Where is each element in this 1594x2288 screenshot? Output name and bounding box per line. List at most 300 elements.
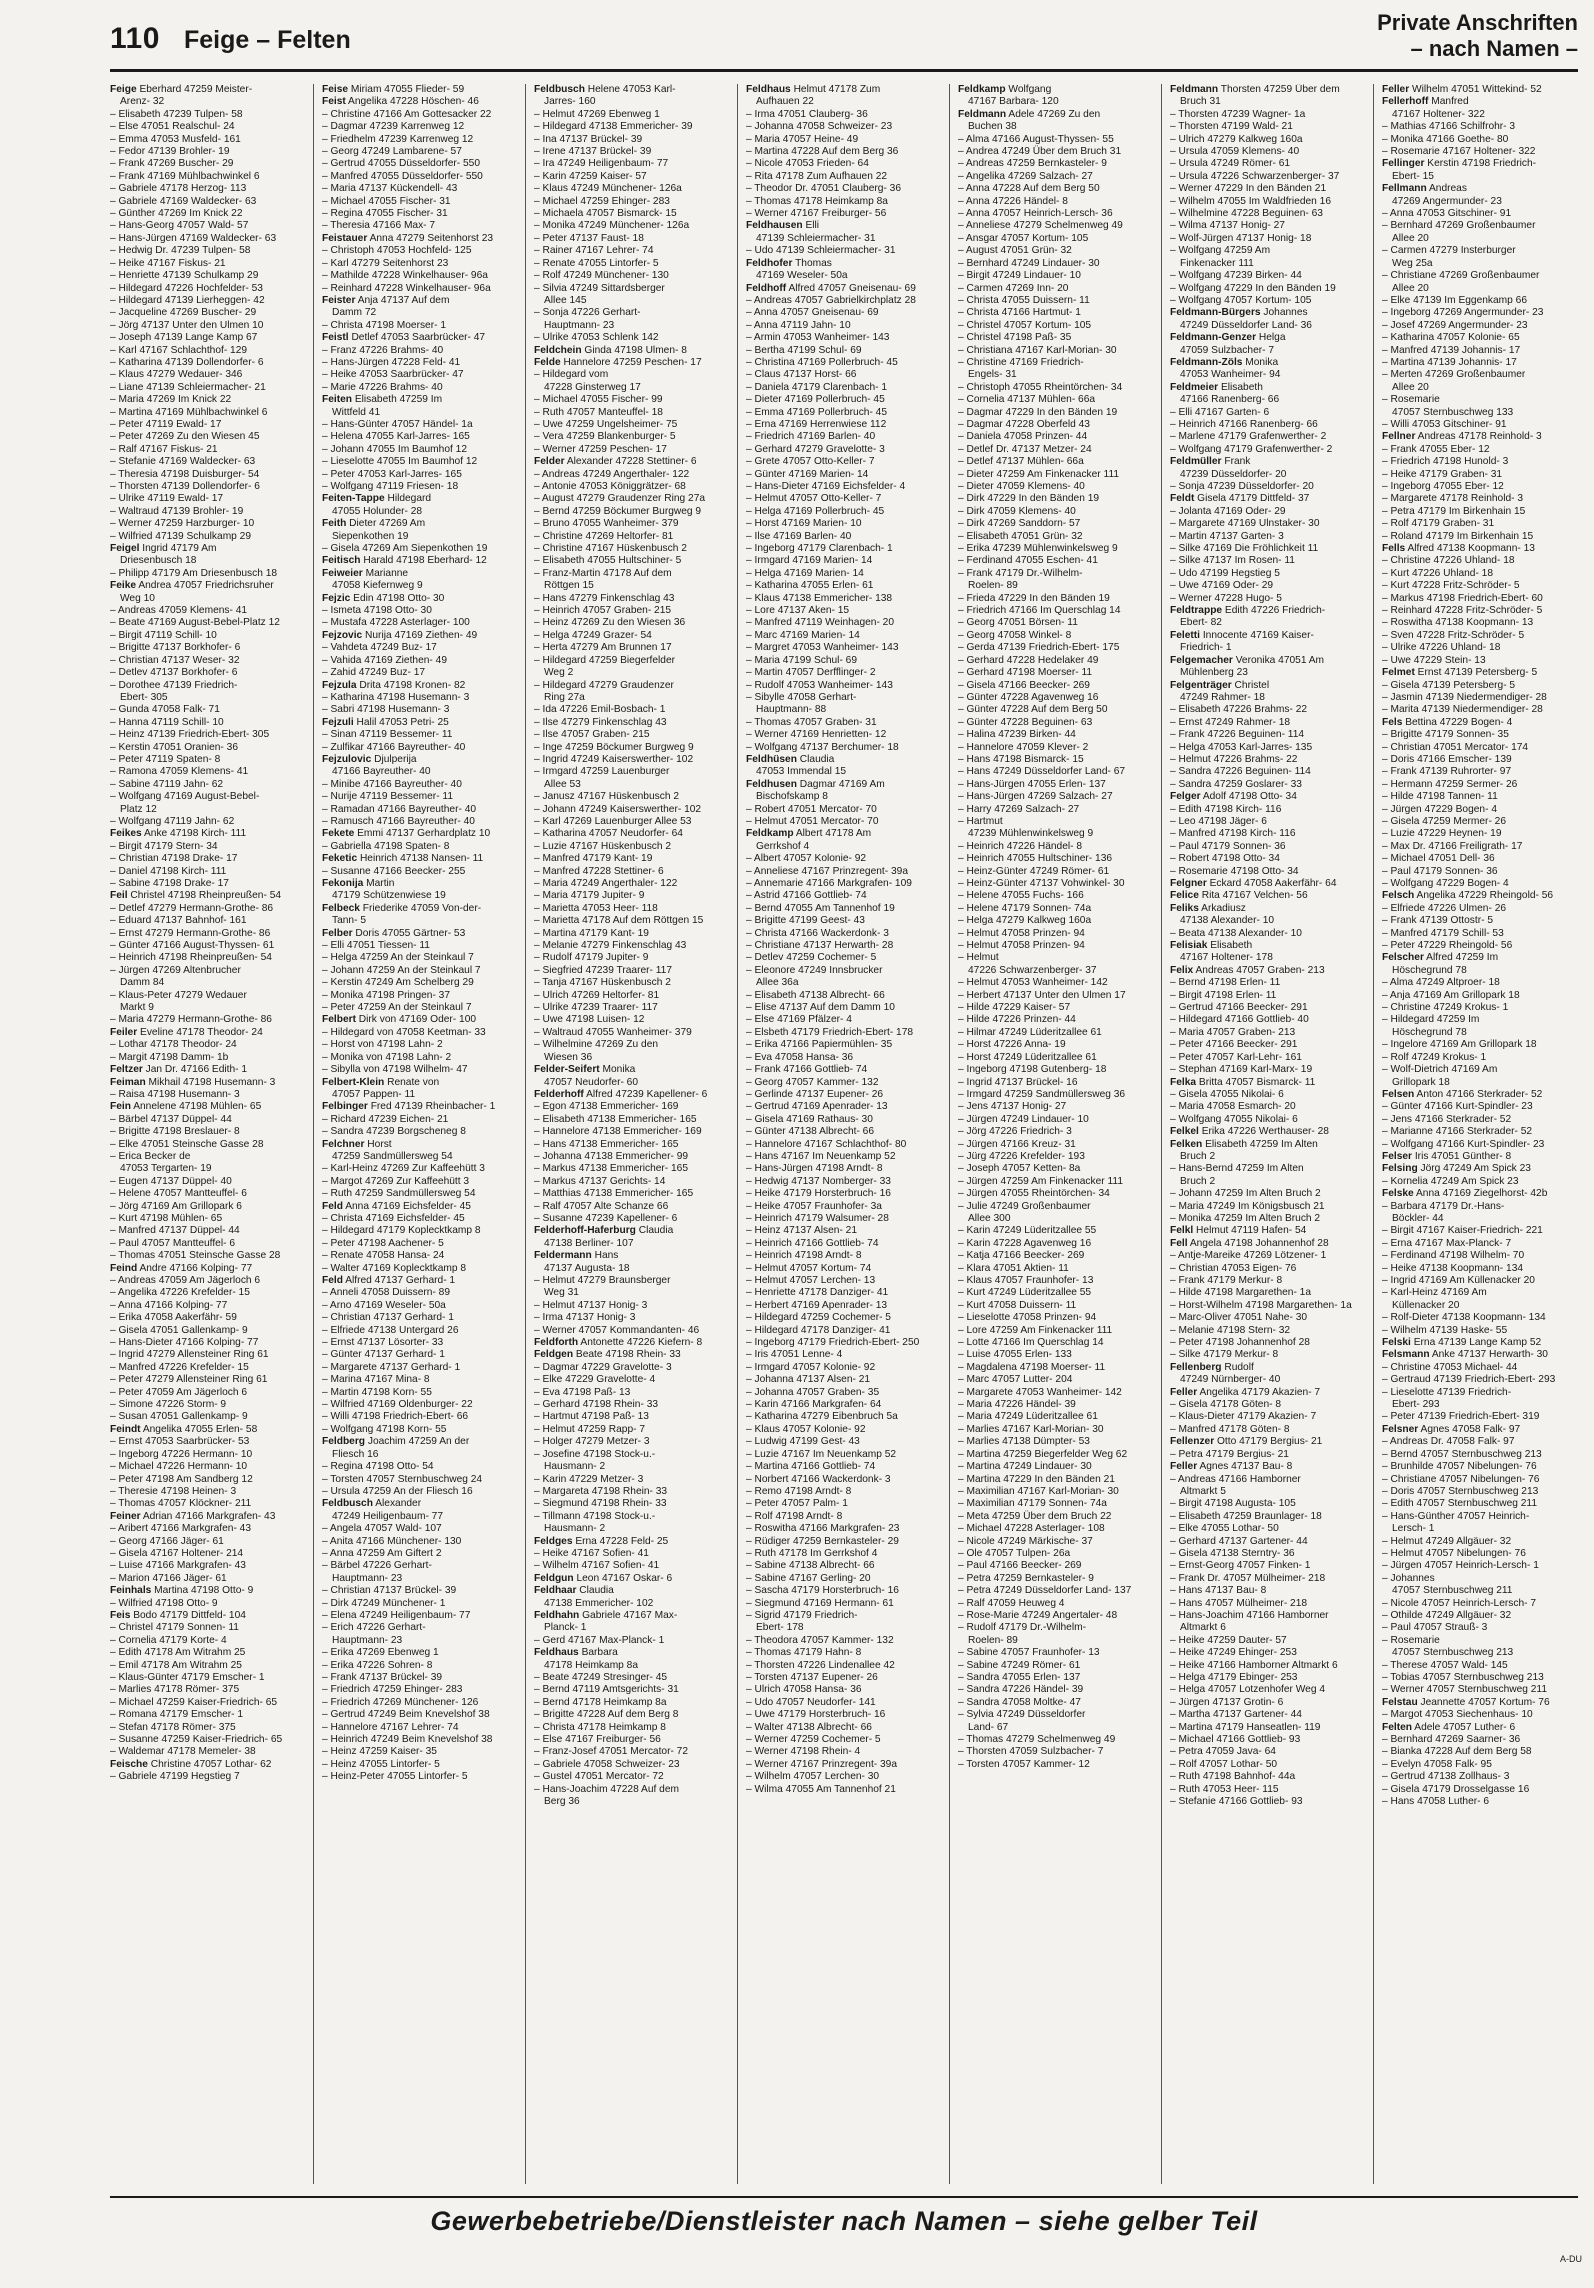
entry-text: – Erika 47166 Papiermühlen- 35 (746, 1039, 893, 1051)
directory-entry (746, 1672, 945, 1684)
surname: Feldkamp (958, 84, 1006, 95)
entry-text: Agnes 47058 Falk- 97 (1418, 1423, 1521, 1435)
directory-entry (1382, 493, 1582, 505)
directory-entry (1382, 1560, 1582, 1572)
directory-entry (110, 295, 309, 307)
entry-text: Rudolf (1221, 1361, 1254, 1373)
directory-entry (110, 1287, 309, 1299)
surname: Felski (1382, 1337, 1411, 1349)
surname: Feiner (110, 1510, 141, 1522)
entry-text: – Ferdinand 47198 Wilhelm- 70 (1382, 1250, 1525, 1262)
entry-text: – Helmut 47269 Ebenweg 1 (534, 108, 660, 120)
entry-text: – Ansgar 47057 Kortum- 105 (958, 232, 1089, 244)
entry-text: – Sandra 47058 Moltke- 47 (958, 1696, 1081, 1708)
directory-entry (958, 791, 1157, 803)
directory-entry (1170, 779, 1369, 791)
entry-text: – Anna 47226 Händel- 8 (958, 195, 1068, 207)
directory-entry (534, 1411, 733, 1423)
entry-text: – Horst-Wilhelm 47198 Margarethen- 1a (1170, 1299, 1352, 1311)
directory-entry (110, 1474, 309, 1486)
directory-entry (322, 742, 521, 754)
entry-continuation (958, 1213, 1157, 1225)
directory-entry (110, 1486, 309, 1498)
entry-text: – Uwe 47198 Luisen- 12 (534, 1014, 645, 1026)
surname-entry (1382, 1697, 1582, 1709)
directory-entry (110, 121, 309, 133)
directory-entry (1170, 1002, 1369, 1014)
entry-text: Christine 47057 Lothar- 62 (147, 1758, 272, 1770)
surname: Felsen (1382, 1088, 1415, 1100)
directory-entry (958, 878, 1157, 890)
entry-text: – Wolfgang 47119 Jahn- 62 (110, 815, 235, 827)
directory-entry (322, 704, 521, 716)
entry-text: – Maria 47249 Angerthaler- 122 (534, 878, 678, 889)
directory-entry (1170, 481, 1369, 493)
entry-text: – Gabriele 47178 Herzog- 113 (110, 183, 247, 195)
directory-entry (110, 332, 309, 344)
surname-entry (322, 555, 521, 567)
directory-entry (322, 1684, 521, 1696)
directory-entry (110, 990, 309, 1002)
entry-text: – Wolfgang 47198 Korn- 55 (322, 1423, 447, 1435)
entry-text: – Ralf 47167 Fiskus- 21 (110, 443, 218, 455)
entry-text: – Ruth 47057 Manteuffel- 18 (534, 406, 663, 418)
directory-entry (322, 469, 521, 481)
surname-entry (958, 109, 1157, 121)
entry-text: Ingrid 47179 Am (139, 543, 217, 555)
directory-entry (110, 940, 309, 952)
entry-text: Thomas (792, 257, 832, 269)
entry-text: Allee 20 (1392, 282, 1429, 294)
directory-entry (958, 1610, 1157, 1622)
entry-text: Agnes 47137 Bau- 8 (1197, 1461, 1293, 1473)
surname: Feldgun (534, 1572, 574, 1584)
surname-entry (1382, 543, 1582, 555)
entry-text: – Anna 47053 Gitschiner- 91 (1382, 208, 1512, 220)
entry-text: 47053 Wanheimer- 94 (1180, 369, 1281, 381)
directory-entry (534, 469, 733, 481)
entry-text: Allee 300 (968, 1212, 1011, 1224)
directory-entry (110, 1722, 309, 1734)
entry-text: – Ingeborg 47226 Hermann- 10 (110, 1448, 253, 1460)
entry-text: – Mathias 47166 Schilfrohr- 3 (1382, 121, 1516, 133)
directory-entry (110, 1238, 309, 1250)
directory-entry (110, 667, 309, 679)
directory-entry (958, 1238, 1157, 1250)
surname: Feldbusch (534, 84, 585, 95)
entry-text: – Werner 47169 Henrietten- 12 (746, 729, 887, 741)
entry-text: – Luise 47166 Markgrafen- 43 (110, 1560, 246, 1572)
directory-entry (1382, 828, 1582, 840)
entry-text: – Irene 47137 Brückel- 39 (534, 146, 652, 158)
entry-text: – Marlies 47138 Dümpter- 53 (958, 1436, 1090, 1448)
directory-entry (1382, 1362, 1582, 1374)
entry-text: – Hans-Georg 47057 Wald- 57 (110, 220, 249, 232)
entry-text: – Kerstin 47051 Oranien- 36 (110, 741, 238, 753)
directory-entry (322, 1709, 521, 1721)
surname: Fellerhoff (1382, 96, 1429, 108)
entry-text: – Klaus 47249 Münchener- 126a (534, 183, 682, 195)
directory-entry (534, 283, 733, 295)
entry-text: – Michael 47228 Asterlager- 108 (958, 1523, 1105, 1535)
entry-continuation (958, 828, 1157, 840)
directory-entry (1382, 617, 1582, 629)
entry-text: – Brigitte 47179 Sonnen- 35 (1382, 729, 1509, 741)
directory-entry (746, 531, 945, 543)
entry-text: – Helene 47179 Sonnen- 74a (958, 902, 1092, 914)
entry-text: Innocente 47169 Kaiser- (1200, 629, 1314, 641)
directory-entry (1382, 878, 1582, 890)
directory-entry (1382, 1784, 1582, 1796)
directory-entry (1170, 1746, 1369, 1758)
entry-text: – Martina 47139 Johannis- 17 (1382, 356, 1517, 368)
directory-entry (958, 1399, 1157, 1411)
directory-entry (746, 1014, 945, 1026)
entry-text: – Thorsten 47199 Wald- 21 (1170, 121, 1293, 133)
surname: Feldhaus (534, 1647, 579, 1659)
entry-text: 47179 Schützenwiese 19 (332, 890, 446, 902)
entry-text: – Thomas 47179 Hahn- 8 (746, 1647, 862, 1659)
surname-entry (534, 1610, 733, 1622)
directory-entry (1170, 1349, 1369, 1361)
directory-entry (322, 1052, 521, 1064)
directory-entry (534, 555, 733, 567)
entry-text: 47053 Tergarten- 19 (120, 1163, 212, 1175)
entry-text: – Theresia 47198 Duisburger- 54 (110, 468, 260, 480)
entry-text: – Johanna 47137 Alsen- 21 (746, 1374, 871, 1386)
entry-text: – Manfred 47179 Kant- 19 (534, 853, 653, 865)
surname: Felber (322, 927, 353, 939)
entry-text: – Luise 47055 Erlen- 133 (958, 1349, 1072, 1361)
directory-entry (746, 555, 945, 567)
entry-text: – Jacqueline 47269 Buscher- 29 (110, 307, 257, 319)
directory-entry (958, 642, 1157, 654)
entry-text: – Peter 47198 Am Sandberg 12 (110, 1473, 253, 1485)
entry-text: – Evelyn 47058 Falk- 95 (1382, 1758, 1492, 1770)
entry-text: – Carmen 47279 Insterburger (1382, 245, 1516, 257)
directory-entry (958, 283, 1157, 295)
entry-text: – Frank 47226 Beguinen- 114 (1170, 729, 1305, 741)
entry-text: Damm 84 (120, 977, 165, 989)
entry-text: – Wilhelmine 47269 Zu den (534, 1039, 659, 1051)
directory-entry (322, 1697, 521, 1709)
surname: Feiweier (322, 567, 363, 579)
directory-entry (534, 828, 733, 840)
directory-entry (1382, 1287, 1582, 1299)
entry-text: Albert 47178 Am (793, 828, 872, 840)
entry-text: 47239 Mühlenwinkelsweg 9 (968, 828, 1094, 840)
entry-text: – Kornelia 47249 Am Spick 23 (1382, 1175, 1519, 1187)
entry-text: – Sandra 47226 Händel- 39 (958, 1684, 1084, 1696)
entry-text: – Christel 47057 Kortum- 105 (958, 319, 1092, 331)
entry-text: – Georg 47051 Börsen- 11 (958, 617, 1078, 629)
entry-text: – Ralf 47057 Alte Schanze 66 (534, 1200, 669, 1212)
entry-text: Siepenkothen 19 (332, 530, 409, 542)
entry-continuation (746, 977, 945, 989)
entry-text: – Aribert 47166 Markgrafen- 43 (110, 1523, 252, 1535)
entry-text: Friederike 47059 Von-der- (359, 902, 482, 914)
entry-text: – Friedhelm 47239 Karrenweg 12 (322, 133, 474, 145)
entry-continuation (1382, 1523, 1582, 1535)
entry-text: Markt 9 (120, 1002, 154, 1014)
directory-entry (746, 431, 945, 443)
entry-text: – Rose-Marie 47249 Angertaler- 48 (958, 1609, 1118, 1621)
entry-text: – Karin 47259 Kaiser- 57 (534, 170, 647, 182)
entry-text: Barbara (578, 1647, 618, 1659)
directory-entry (958, 1684, 1157, 1696)
entry-text: – Marita 47139 Niedermendiger- 28 (1382, 704, 1543, 716)
entry-text: – Heinz 47055 Lintorfer- 5 (322, 1758, 440, 1770)
entry-continuation (534, 295, 733, 307)
entry-text: – Jürgen 47259 Am Finkenacker 111 (958, 1175, 1123, 1187)
entry-continuation (746, 766, 945, 778)
entry-text: – Hans 47249 Düsseldorfer Land- 67 (958, 766, 1126, 778)
entry-text: – Katharina 47198 Husemann- 3 (322, 691, 470, 703)
directory-entry (534, 1374, 733, 1386)
entry-text: – Karl 47167 Schlachthof- 129 (110, 344, 248, 356)
entry-text: – Hildegard 47178 Danziger- 41 (746, 1324, 891, 1336)
entry-text: – Vahdeta 47249 Buz- 17 (322, 642, 437, 654)
entry-continuation (1170, 1176, 1369, 1188)
entry-text: – Walter 47169 Koplecktkamp 8 (322, 1262, 467, 1274)
directory-entry (1382, 506, 1582, 518)
directory-entry (746, 1697, 945, 1709)
directory-entry (1170, 134, 1369, 146)
directory-entry (322, 1399, 521, 1411)
directory-entry (110, 220, 309, 232)
entry-text: – Heinrich 47179 Walsumer- 28 (746, 1212, 889, 1224)
entry-text: – Karin 47166 Markgrafen- 64 (746, 1399, 882, 1411)
directory-entry (110, 1709, 309, 1721)
directory-entry (958, 717, 1157, 729)
directory-entry (110, 1176, 309, 1188)
entry-text: – Heike 47179 Horsterbruch- 16 (746, 1188, 891, 1200)
surname-entry (110, 1759, 309, 1771)
entry-text: – Peter 47053 Karl-Jarres- 165 (322, 468, 462, 480)
entry-text: 47053 Immendal 15 (756, 766, 847, 778)
entry-continuation (746, 1622, 945, 1634)
directory-entry (534, 1027, 733, 1039)
surname: Feldtrappe (1170, 605, 1223, 617)
directory-entry (746, 940, 945, 952)
entry-text: – Hans-Jürgen 47228 Feld- 41 (322, 356, 461, 368)
directory-entry (110, 866, 309, 878)
directory-entry (958, 1709, 1157, 1721)
directory-entry (746, 1201, 945, 1213)
directory-entry (110, 878, 309, 890)
directory-entry (958, 1536, 1157, 1548)
entry-text: – Helmut 47053 Wanheimer- 142 (958, 977, 1108, 989)
entry-text: – Ulrike 47239 Traarer- 117 (534, 1002, 658, 1014)
directory-entry (1170, 1660, 1369, 1672)
directory-entry (534, 1101, 733, 1113)
entry-text: – Marietta 47053 Heer- 118 (534, 902, 658, 914)
entry-text: – Ursula 47059 Klemens- 40 (1170, 146, 1300, 158)
entry-continuation (322, 1635, 521, 1647)
entry-text: – Katharina 47279 Eibenbruch 5a (746, 1411, 898, 1423)
entry-text: – Beate 47249 Stresinger- 45 (534, 1672, 668, 1683)
directory-entry (322, 1362, 521, 1374)
entry-text: 47166 Ranenberg- 66 (1180, 394, 1280, 406)
directory-entry (746, 903, 945, 915)
entry-text: – Frieda 47229 In den Bänden 19 (958, 592, 1110, 604)
entry-text: – Peter 47137 Faust- 18 (534, 232, 644, 244)
entry-text: Höschegrund 78 (1392, 1026, 1467, 1038)
entry-text: – Susanne 47166 Beecker- 255 (322, 865, 466, 877)
directory-entry (1170, 1722, 1369, 1734)
directory-entry (746, 1238, 945, 1250)
directory-entry (534, 270, 733, 282)
entry-text: – Brigitte 47198 Breslauer- 8 (110, 1126, 240, 1138)
directory-entry (1382, 593, 1582, 605)
entry-text: – Martin 47057 Derfflinger- 2 (746, 667, 876, 679)
directory-entry (110, 1672, 309, 1684)
entry-text: – Stefanie 47166 Gottlieb- 93 (1170, 1796, 1303, 1808)
entry-text: 47059 Sulzbacher- 7 (1180, 344, 1275, 356)
surname-entry (110, 1585, 309, 1597)
entry-continuation (1382, 258, 1582, 270)
surname-entry (534, 1585, 733, 1597)
entry-text: – Horst von 47198 Lahn- 2 (322, 1039, 443, 1051)
surname-entry (534, 1337, 733, 1349)
directory-entry (110, 1126, 309, 1138)
directory-entry (958, 531, 1157, 543)
directory-entry (110, 1325, 309, 1337)
surname: Feindt (110, 1423, 141, 1435)
entry-text: – Irmgard 47057 Koloniе- 92 (746, 1361, 876, 1373)
entry-text: Bruch 31 (1180, 96, 1221, 108)
entry-text: – Hans 47137 Bau- 8 (1170, 1585, 1267, 1597)
entry-text: – Jürg 47226 Krefelder- 193 (958, 1150, 1085, 1162)
entry-text: – Gisela 47178 Göten- 8 (1170, 1399, 1282, 1411)
directory-entry (958, 766, 1157, 778)
surname-entry (1170, 878, 1369, 890)
surname: Feld (322, 1200, 343, 1212)
directory-entry (534, 1784, 733, 1796)
directory-entry (746, 183, 945, 195)
directory-entry (958, 1287, 1157, 1299)
entry-text: – Sibylle 47058 Gerhart- (746, 691, 857, 703)
entry-text: Planck- 1 (544, 1622, 587, 1634)
entry-text: – Elise 47137 Auf dem Damm 10 (746, 1002, 895, 1014)
directory-entry (110, 1250, 309, 1262)
entry-text: – Gabriele 47058 Schweizer- 23 (534, 1758, 680, 1770)
directory-entry (1170, 1635, 1369, 1647)
entry-text: Alfred 47137 Gerhard- 1 (342, 1275, 456, 1286)
entry-text: – Hannelore 47059 Klever- 2 (958, 741, 1089, 753)
entry-text: Anke 47198 Kirch- 111 (141, 828, 247, 840)
surname-entry (322, 853, 521, 865)
entry-text: – Luzie 47167 Hüskenbusch 2 (534, 840, 672, 852)
entry-text: – Johanna 47057 Graben- 35 (746, 1386, 880, 1398)
entry-text: Heinrich 47138 Nansen- 11 (357, 853, 484, 865)
directory-entry (1170, 1573, 1369, 1585)
directory-entry (1382, 1474, 1582, 1486)
directory-entry (746, 1387, 945, 1399)
entry-text: – Karl 47279 Seitenhorst 23 (322, 257, 449, 269)
entry-text: – Petra 47179 Im Birkenhain 15 (1382, 505, 1526, 517)
directory-entry (1382, 456, 1582, 468)
directory-entry (958, 1734, 1157, 1746)
entry-text: – Georg 47166 Jäger- 61 (110, 1535, 224, 1547)
directory-entry (1170, 1114, 1369, 1126)
entry-text: – Rosemarie (1382, 394, 1440, 406)
directory-entry (958, 593, 1157, 605)
entry-text: – Kurt 47058 Duissern- 11 (958, 1299, 1077, 1311)
entry-text: – Irmgard 47169 Marien- 14 (746, 555, 873, 567)
entry-text: – Manfred 47228 Stettiner- 6 (534, 865, 664, 877)
directory-entry (322, 1188, 521, 1200)
entry-text: – Heike 47179 Graben- 31 (1382, 468, 1503, 480)
directory-entry (534, 915, 733, 927)
directory-entry (534, 1139, 733, 1151)
directory-entry (746, 1424, 945, 1436)
entry-text: – Detlef 47279 Hermann-Grothe- 86 (110, 902, 274, 914)
entry-text: – Ludwig 47199 Gest- 43 (746, 1436, 860, 1448)
surname-entry (322, 1077, 521, 1089)
entry-text: – Marianne 47166 Sterkrader- 52 (1382, 1126, 1533, 1138)
entry-continuation (322, 307, 521, 319)
directory-entry (322, 1759, 521, 1771)
surname-entry (1170, 382, 1369, 394)
directory-entry (1382, 1052, 1582, 1064)
directory-entry (534, 1300, 733, 1312)
directory-entry (746, 952, 945, 964)
entry-text: – Margarete 47053 Wanheimer- 142 (958, 1386, 1122, 1398)
entry-text: Iris 47051 Günther- 8 (1412, 1150, 1512, 1162)
directory-entry (534, 332, 733, 344)
entry-text: – Annemarie 47166 Markgrafen- 109 (746, 878, 912, 889)
entry-text: – Sylvia 47249 Düsseldorfer (958, 1709, 1086, 1721)
entry-text: – Georg 47249 Lambarene- 57 (322, 146, 462, 158)
entry-text: – Silke 47179 Merkur- 8 (1170, 1349, 1279, 1361)
column-2 (322, 84, 526, 2184)
entry-continuation (1170, 642, 1369, 654)
surname: Felbeck (322, 902, 360, 914)
directory-entry (746, 121, 945, 133)
directory-entry (110, 1052, 309, 1064)
directory-entry (534, 1486, 733, 1498)
directory-entry (1382, 1275, 1582, 1287)
directory-entry (1170, 1560, 1369, 1572)
directory-entry (958, 1486, 1157, 1498)
entry-text: – Willi 47198 Friedrich-Ebert- 66 (322, 1411, 469, 1423)
entry-text: – Martina 47179 Hanseatlen- 119 (1170, 1721, 1321, 1733)
entry-text: – Mathilde 47228 Winkelhauser- 96a (322, 270, 488, 282)
entry-text: – Sascha 47179 Horsterbruch- 16 (746, 1585, 899, 1597)
entry-text: – Kurt 47226 Uhland- 18 (1382, 567, 1494, 579)
directory-entry (958, 1312, 1157, 1324)
directory-entry (110, 1188, 309, 1200)
directory-entry (110, 1523, 309, 1535)
entry-text: – Max Dr. 47166 Freiligrath- 17 (1382, 840, 1523, 852)
directory-entry (534, 1424, 733, 1436)
directory-entry (746, 692, 945, 704)
entry-text: – Günter 47137 Gerhard- 1 (322, 1349, 445, 1361)
entry-text: – Frank 47166 Gottlieb- 74 (746, 1064, 868, 1076)
entry-text: – Andreas 47259 Bernkasteler- 9 (958, 158, 1107, 170)
surname: Feketic (322, 853, 358, 865)
entry-continuation (110, 692, 309, 704)
entry-text: Arkadiusz (1198, 902, 1246, 914)
entry-text: Bettina 47229 Bogen- 4 (1402, 716, 1513, 728)
entry-continuation (110, 1163, 309, 1175)
entry-text: Harald 47198 Eberhard- 12 (360, 555, 487, 567)
entry-text: – Rolf 47249 Münchener- 130 (534, 270, 669, 282)
directory-entry (110, 717, 309, 729)
entry-text: – Heinz-Peter 47055 Lintorfer- 5 (322, 1771, 468, 1783)
entry-text: 47269 Angermunder- 23 (1392, 195, 1502, 207)
